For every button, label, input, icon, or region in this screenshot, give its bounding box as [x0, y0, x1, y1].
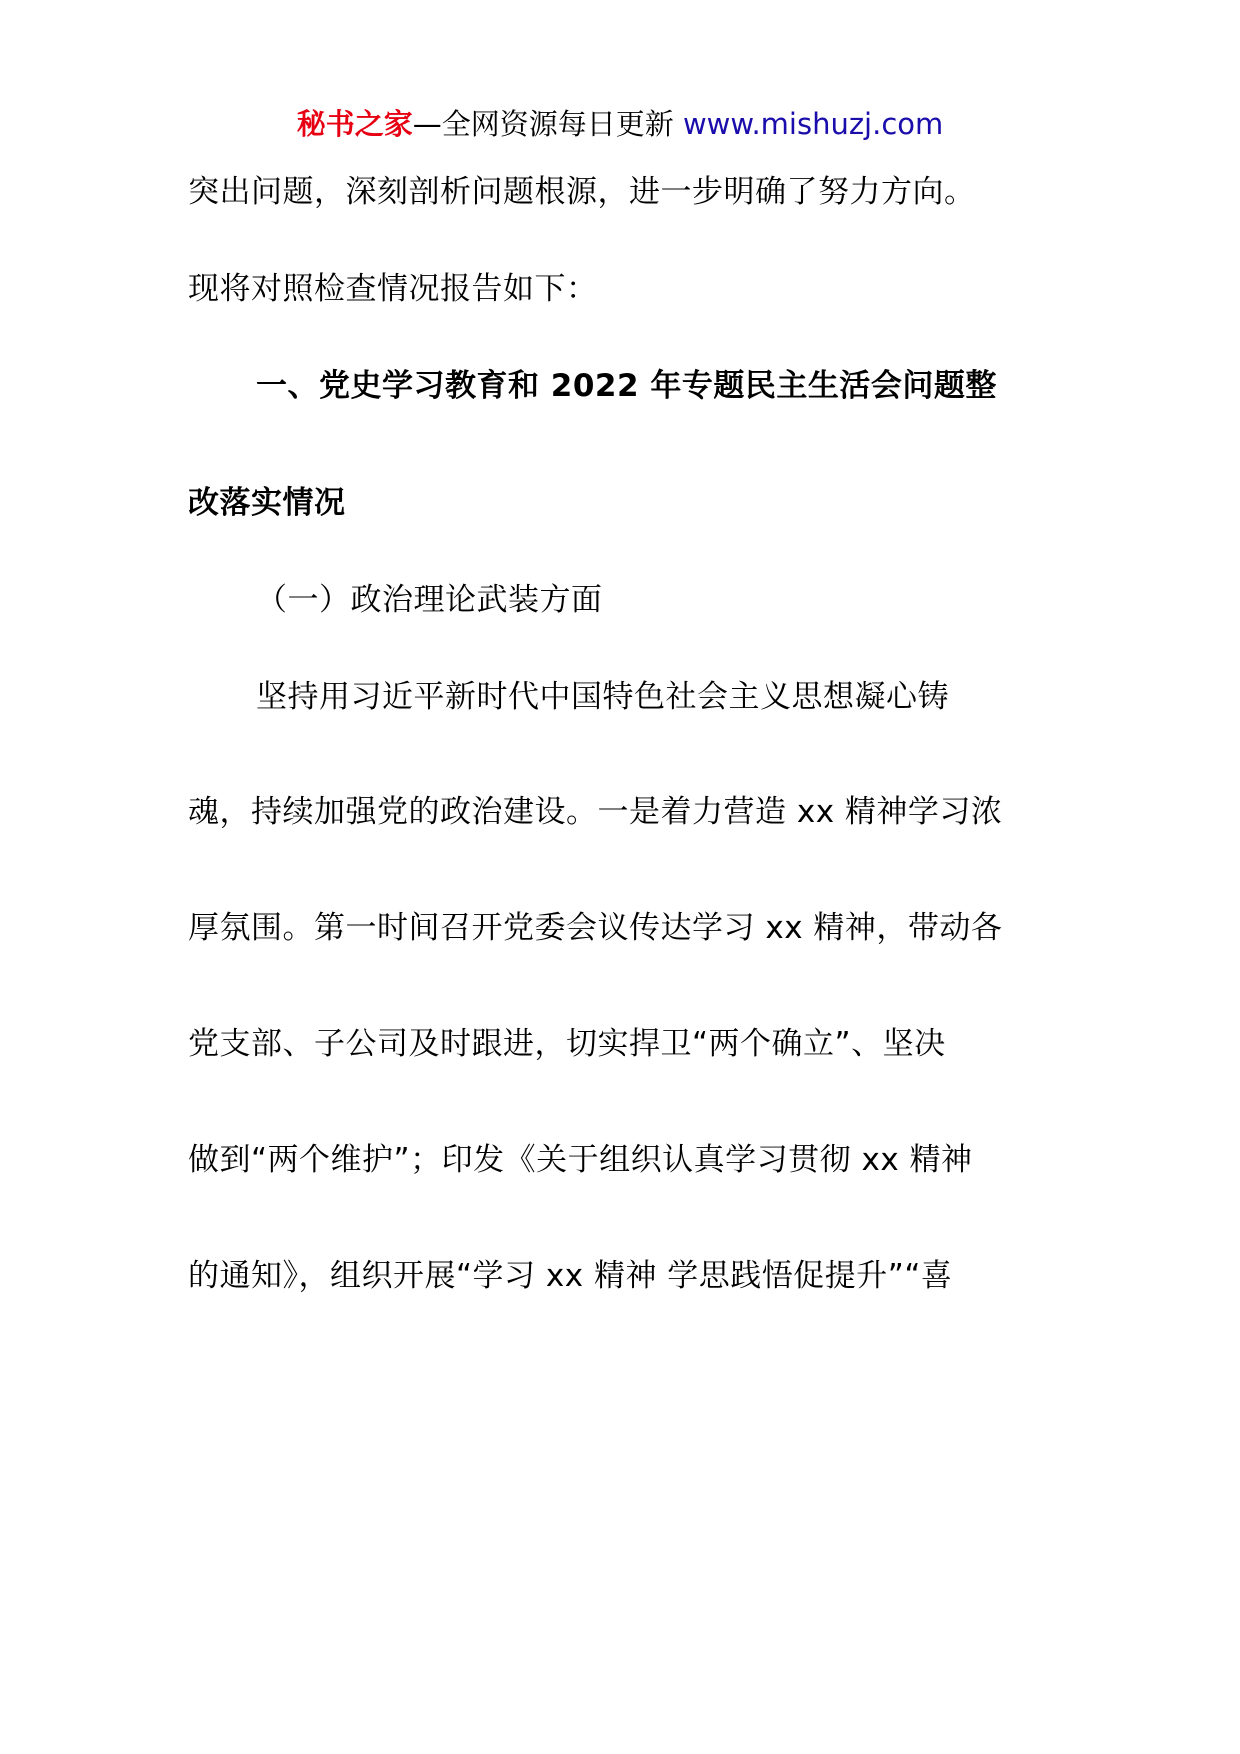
header-slogan: —全网资源每日更新: [412, 107, 674, 141]
paragraph-line-4: 党支部、子公司及时跟进，切实捍卫“两个确立”、坚决: [188, 1026, 946, 1062]
paragraph-line-6: 的通知》，组织开展“学习 xx 精神 学思践悟促提升”“喜: [188, 1258, 953, 1294]
paragraph-line-3: 厚氛围。第一时间召开党委会议传达学习 xx 精神，带动各: [188, 910, 1003, 946]
subheading-1: （一）政治理论武装方面: [256, 582, 603, 618]
site-header: [0, 104, 1240, 144]
paragraph-line-1: 坚持用习近平新时代中国特色社会主义思想凝心铸: [256, 679, 949, 715]
brand-name: 秘书之家: [296, 107, 413, 141]
section-heading-1-continued: 改落实情况: [188, 485, 346, 521]
section-heading-1: 一、党史学习教育和 2022 年专题民主生活会问题整: [256, 368, 997, 404]
site-url-link[interactable]: www.mishuzj.com: [682, 107, 944, 141]
text-line-2: 现将对照检查情况报告如下：: [188, 271, 598, 307]
paragraph-line-2: 魂，持续加强党的政治建设。一是着力营造 xx 精神学习浓: [188, 794, 1003, 830]
text-line-1: 突出问题，深刻剖析问题根源，进一步明确了努力方向。: [188, 174, 976, 210]
paragraph-line-5: 做到“两个维护”；印发《关于组织认真学习贯彻 xx 精神: [188, 1142, 973, 1178]
